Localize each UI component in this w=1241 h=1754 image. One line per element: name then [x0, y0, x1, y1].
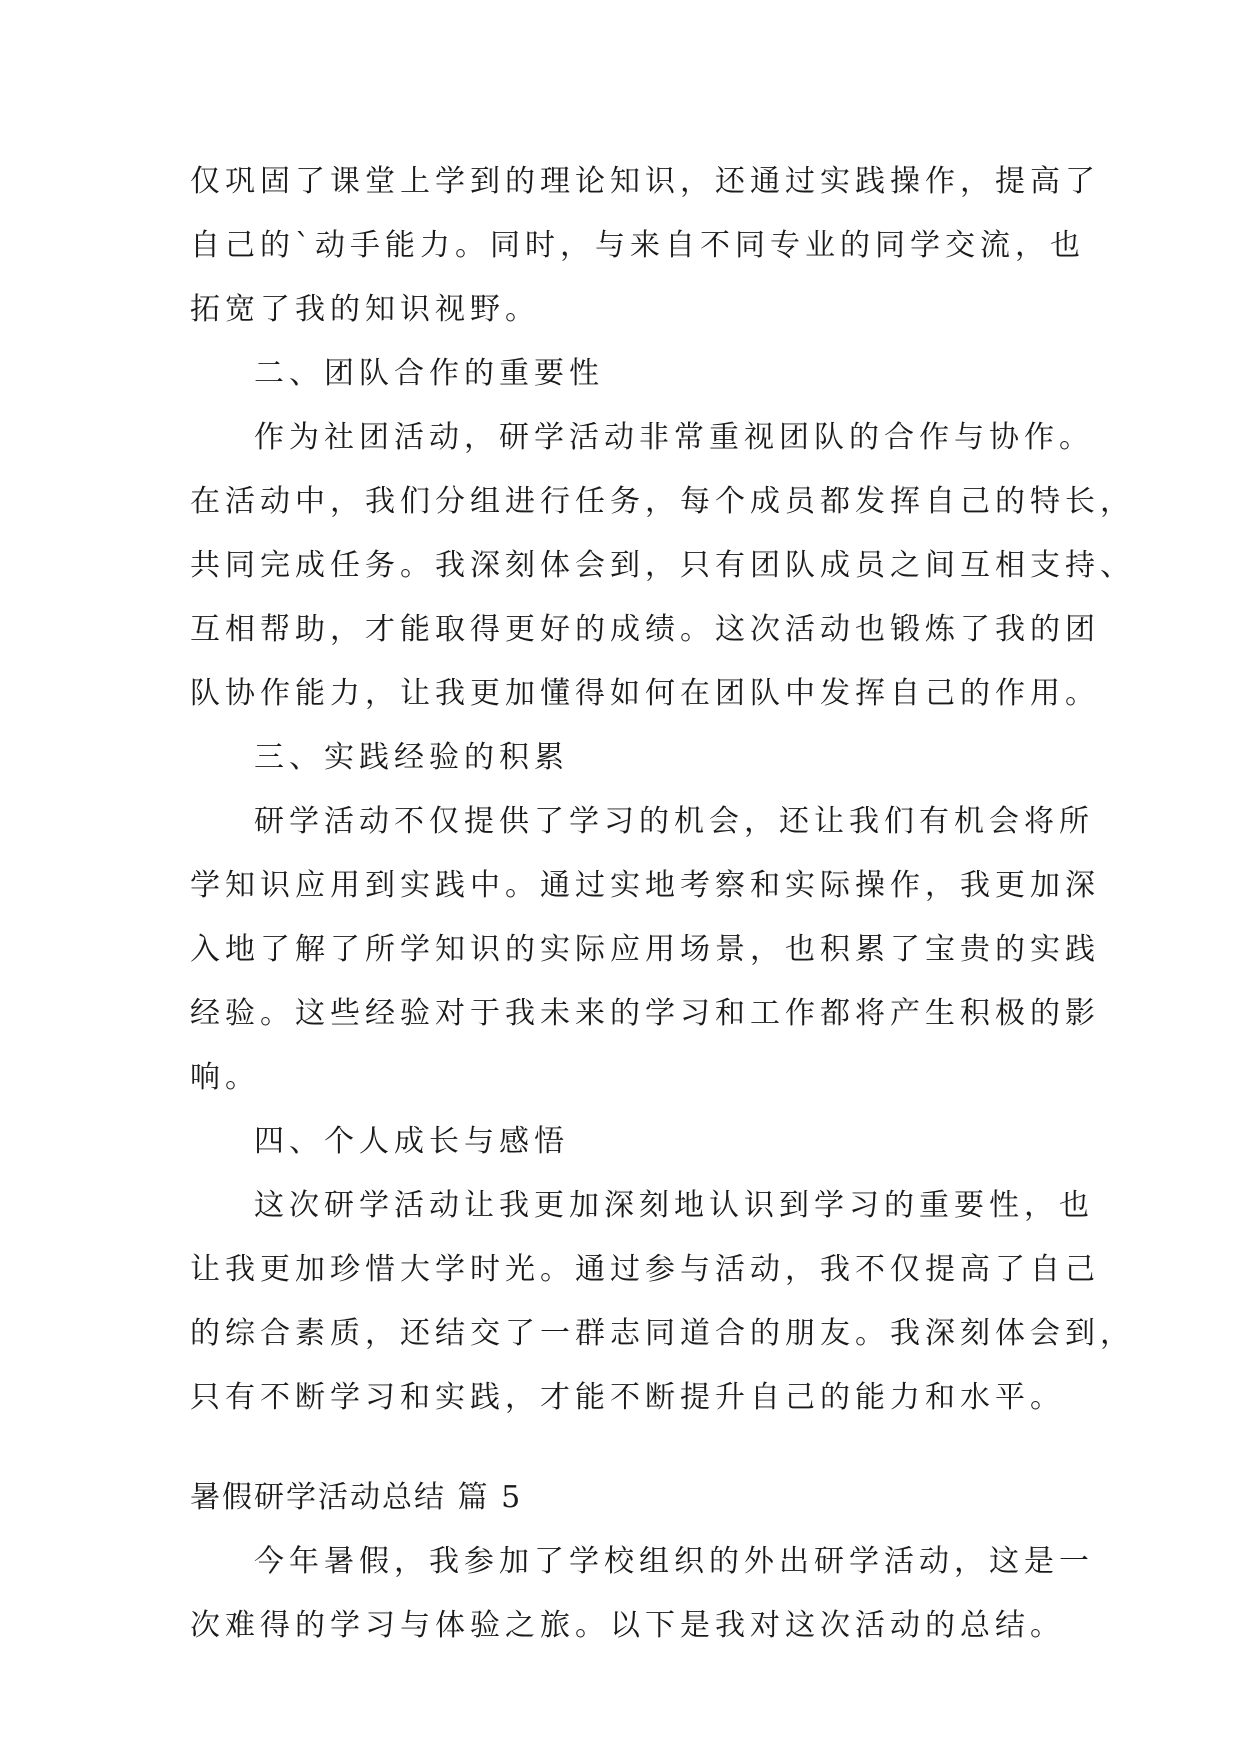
paragraph-line: 在活动中，我们分组进行任务，每个成员都发挥自己的特长，	[190, 484, 1135, 519]
section-heading-teamwork: 二、团队合作的重要性	[254, 356, 604, 391]
paragraph-line: 拓宽了我的知识视野。	[190, 292, 540, 327]
paragraph-line: 队协作能力，让我更加懂得如何在团队中发挥自己的作用。	[190, 676, 1100, 711]
paragraph-line: 让我更加珍惜大学时光。通过参与活动，我不仅提高了自己	[190, 1252, 1100, 1287]
paragraph-line: 仅巩固了课堂上学到的理论知识，还通过实践操作，提高了	[190, 164, 1100, 199]
paragraph-line: 的综合素质，还结交了一群志同道合的朋友。我深刻体会到，	[190, 1316, 1135, 1351]
paragraph-line: 次难得的学习与体验之旅。以下是我对这次活动的总结。	[190, 1608, 1065, 1643]
paragraph-line: 共同完成任务。我深刻体会到，只有团队成员之间互相支持、	[190, 548, 1135, 583]
paragraph-line: 入地了解了所学知识的实际应用场景，也积累了宝贵的实践	[190, 932, 1100, 967]
article-title: 暑假研学活动总结 篇 5	[190, 1480, 523, 1515]
paragraph-line: 自己的`动手能力。同时，与来自不同专业的同学交流，也	[190, 228, 1085, 263]
paragraph-line: 学知识应用到实践中。通过实地考察和实际操作，我更加深	[190, 868, 1100, 903]
paragraph-line: 今年暑假，我参加了学校组织的外出研学活动，这是一	[254, 1544, 1094, 1579]
paragraph-line: 作为社团活动，研学活动非常重视团队的合作与协作。	[254, 420, 1094, 455]
section-heading-practice: 三、实践经验的积累	[254, 740, 569, 775]
paragraph-line: 响。	[190, 1060, 260, 1095]
paragraph-line: 研学活动不仅提供了学习的机会，还让我们有机会将所	[254, 804, 1094, 839]
paragraph-line: 互相帮助，才能取得更好的成绩。这次活动也锻炼了我的团	[190, 612, 1100, 647]
paragraph-line: 只有不断学习和实践，才能不断提升自己的能力和水平。	[190, 1380, 1065, 1415]
paragraph-line: 经验。这些经验对于我未来的学习和工作都将产生积极的影	[190, 996, 1100, 1031]
section-heading-growth: 四、个人成长与感悟	[254, 1124, 569, 1159]
paragraph-line: 这次研学活动让我更加深刻地认识到学习的重要性，也	[254, 1188, 1094, 1223]
